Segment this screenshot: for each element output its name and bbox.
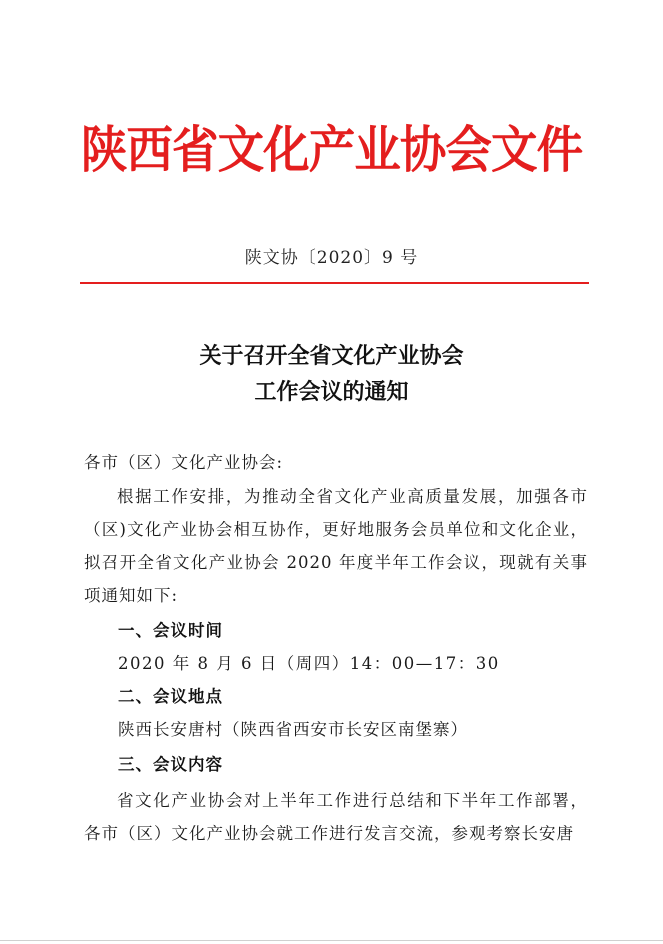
salutation: 各市（区）文化产业协会: — [84, 453, 284, 472]
section-heading-location: 二、会议地点 — [118, 687, 223, 706]
notice-title-line-1: 关于召开全省文化产业协会 — [199, 343, 464, 369]
page-bottom-edge — [0, 940, 663, 941]
meeting-location-text: 陕西长安唐村（陕西省西安市长安区南堡寨） — [118, 720, 468, 739]
notice-title-line-2: 工作会议的通知 — [254, 379, 409, 405]
notice-title — [0, 338, 663, 410]
meeting-content-paragraph: 省文化产业协会对上半年工作进行总结和下半年工作部署，各市（区）文化产业协会就工作进行发言交流，参观考察长安唐 — [84, 791, 588, 843]
section-heading-time: 一、会议时间 — [118, 621, 223, 640]
document-number: 陕文协〔2020〕9 号 — [244, 248, 419, 268]
meeting-time-text: 2020 年 8 月 6 日（周四）14：00—17：30 — [118, 654, 500, 673]
red-separator-line — [80, 282, 589, 284]
org-header-title: 陕西省文化产业协会文件 — [80, 120, 583, 179]
intro-paragraph: 根据工作安排，为推动全省文化产业高质量发展，加强各市（区)文化产业协会相互协作，更好地服务会员单位和文化企业，拟召开全省文化产业协会 2020 年度半年工作会议，现就有关事项通知如下: — [84, 487, 588, 605]
section-heading-content: 三、会议内容 — [118, 755, 223, 774]
